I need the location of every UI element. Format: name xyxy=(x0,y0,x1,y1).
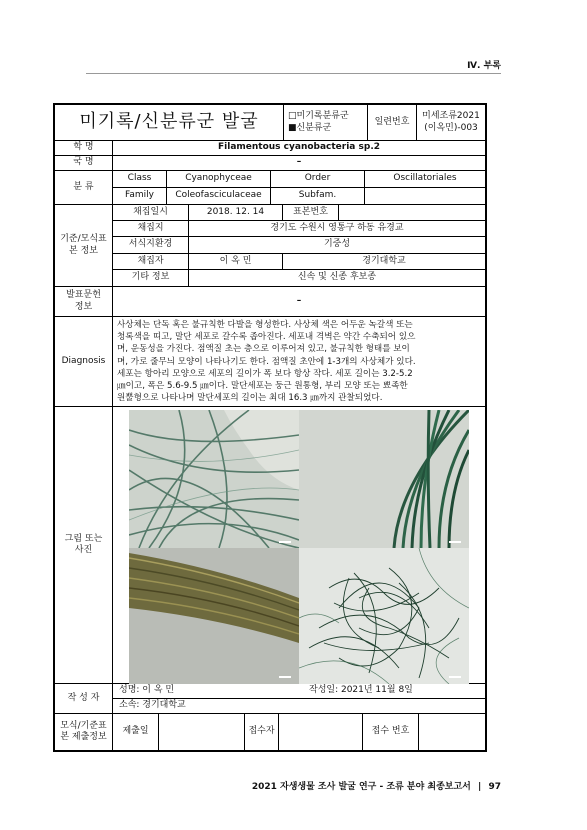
chapter-heading: Ⅳ. 부록 xyxy=(467,61,501,71)
scientific-name-row xyxy=(55,141,485,156)
specimen-no-value xyxy=(339,205,485,220)
literature-row xyxy=(55,287,485,317)
korean-name-label: 국 명 xyxy=(55,156,113,170)
submit-date-value xyxy=(159,714,245,750)
collector-value: 이 옥 민 xyxy=(189,254,283,269)
submission-label xyxy=(55,714,113,750)
class-value: Cyanophyceae xyxy=(167,171,271,187)
diagnosis-row xyxy=(55,317,485,407)
author-info xyxy=(113,684,485,713)
photo-label xyxy=(55,407,113,683)
class-row xyxy=(113,171,485,188)
family-label: Family xyxy=(113,188,167,204)
submission-label-line2: 본 제출정보 xyxy=(60,732,107,742)
family-row xyxy=(113,188,485,204)
literature-label-line1: 발표문헌 xyxy=(66,290,101,301)
date-row xyxy=(113,205,485,221)
specimen-no-label: 표본번호 xyxy=(283,205,339,220)
classification-grid xyxy=(113,171,485,204)
korean-name: – xyxy=(296,157,302,168)
site-label: 채집지 xyxy=(113,221,189,236)
diagnosis-line: 세포는 항아리 모양으로 세포의 길이가 폭 보다 항상 작다. 세포 길이는 3.2-5.2 xyxy=(117,368,413,379)
serial-label: 일련번호 xyxy=(368,105,417,140)
serial-value-line2: (이옥민)-003 xyxy=(424,122,478,133)
subfam-label: Subfam. xyxy=(271,188,365,204)
author-row xyxy=(55,684,485,714)
diagnosis-text xyxy=(113,317,485,406)
photo-label-line1: 그림 또는 xyxy=(64,533,103,544)
submission-row xyxy=(55,714,485,750)
habitat-label: 서식지환경 xyxy=(113,237,189,252)
class-label: Class xyxy=(113,171,167,187)
literature-value: – xyxy=(296,295,302,306)
habitat-row xyxy=(113,237,485,253)
classification-type xyxy=(284,105,368,140)
collector-label: 채집자 xyxy=(113,254,189,269)
micrograph-3 xyxy=(129,548,299,684)
receipt-no-value xyxy=(419,714,485,750)
micrograph-4 xyxy=(299,548,469,684)
photo-area xyxy=(113,407,485,683)
author-label: 작 성 자 xyxy=(55,684,113,713)
header-rule xyxy=(86,73,501,74)
site-value: 경기도 수원시 영통구 하동 유경교 xyxy=(270,223,404,234)
page-footer xyxy=(252,779,501,792)
classification-row xyxy=(55,171,485,205)
form-title: 미기록/신분류군 발굴 xyxy=(55,105,284,140)
habitat-value: 기중성 xyxy=(323,239,351,250)
checkbox-new-taxon[interactable]: ■신분류군 xyxy=(288,122,332,133)
literature-label xyxy=(55,287,113,316)
literature-label-line2: 정보 xyxy=(74,301,93,312)
specimen-info-label xyxy=(55,205,113,286)
specimen-label-line1: 기준/모식표 xyxy=(60,234,107,245)
author-name-row xyxy=(113,684,485,699)
checkbox-unrecorded[interactable]: □미기록분류군 xyxy=(288,111,349,122)
specimen-label-line2: 본 정보 xyxy=(69,245,98,256)
receiver-value xyxy=(279,714,363,750)
footer-separator: | xyxy=(478,782,482,792)
order-value: Oscillatoriales xyxy=(393,173,457,184)
scientific-name: Filamentous cyanobacteria sp.2 xyxy=(218,142,380,153)
collector-row xyxy=(113,254,485,270)
diagnosis-line: 며, 운동성을 가진다. 점액질 초는 층으로 이루어져 있고, 불규칙한 형태를 보이 xyxy=(117,344,410,355)
date-value: 2018. 12. 14 xyxy=(189,205,283,220)
etc-value: 신속 및 신종 후보종 xyxy=(297,272,377,283)
submit-date-label: 제출일 xyxy=(113,714,159,750)
receiver-label: 접수자 xyxy=(245,714,279,750)
author-name: 성명: 이 옥 민 xyxy=(119,685,175,696)
specimen-info-row xyxy=(55,205,485,287)
author-date: 작성일: 2021년 11월 8일 xyxy=(309,685,413,696)
serial-value-line1: 미세조류2021 xyxy=(422,111,480,122)
title-row xyxy=(55,105,485,141)
diagnosis-label: Diagnosis xyxy=(55,317,113,406)
etc-row xyxy=(113,270,485,286)
date-label: 채집일시 xyxy=(113,205,189,220)
micrograph-2 xyxy=(299,410,469,548)
diagnosis-line: 사상체는 단독 혹은 불규칙한 다발을 형성한다. 사상체 색은 어두운 녹갈색 또는 xyxy=(117,320,413,330)
page-number: 97 xyxy=(488,782,501,792)
subfam-value xyxy=(365,188,485,204)
author-affiliation: 소속: 경기대학교 xyxy=(119,700,186,711)
micrograph-1 xyxy=(129,410,299,548)
author-affil-row xyxy=(113,699,485,713)
diagnosis-line: 원뿔형으로 나타나며 말단세포의 길이는 최대 16.3 ㎛까지 관찰되었다. xyxy=(117,393,383,404)
diagnosis-line: 청록색을 띠고, 말단 세포로 갈수록 좁아진다. 세포내 격벽은 약간 수축되어 있으 xyxy=(117,332,416,343)
collector-affiliation: 경기대학교 xyxy=(362,255,406,266)
korean-name-row xyxy=(55,156,485,171)
site-row xyxy=(113,221,485,237)
specimen-form xyxy=(53,103,487,752)
footer-title: 2021 자생생물 조사 발굴 연구 - 조류 분야 최종보고서 xyxy=(251,782,471,792)
family-value: Coleofasciculaceae xyxy=(167,188,271,204)
diagnosis-line: 며, 가로 줄무늬 모양이 나타나기도 한다. 점액질 초안에 1-3개의 사상체가 있다. xyxy=(117,356,416,367)
diagnosis-line: ㎛이고, 폭은 5.6-9.5 ㎛이다. 말단세포는 둥근 원통형, 부리 모양 또는 뾰족한 xyxy=(117,381,408,392)
receipt-no-label: 접수 번호 xyxy=(363,714,419,750)
specimen-info-grid xyxy=(113,205,485,286)
scientific-name-label: 학 명 xyxy=(55,141,113,155)
photo-label-line2: 사진 xyxy=(74,545,93,555)
photo-row xyxy=(55,407,485,684)
serial-value xyxy=(417,105,485,140)
order-label: Order xyxy=(271,171,365,187)
etc-label: 기타 정보 xyxy=(113,270,189,286)
classification-label: 분 류 xyxy=(55,171,113,204)
submission-label-line1: 모식/기준표 xyxy=(60,720,107,731)
